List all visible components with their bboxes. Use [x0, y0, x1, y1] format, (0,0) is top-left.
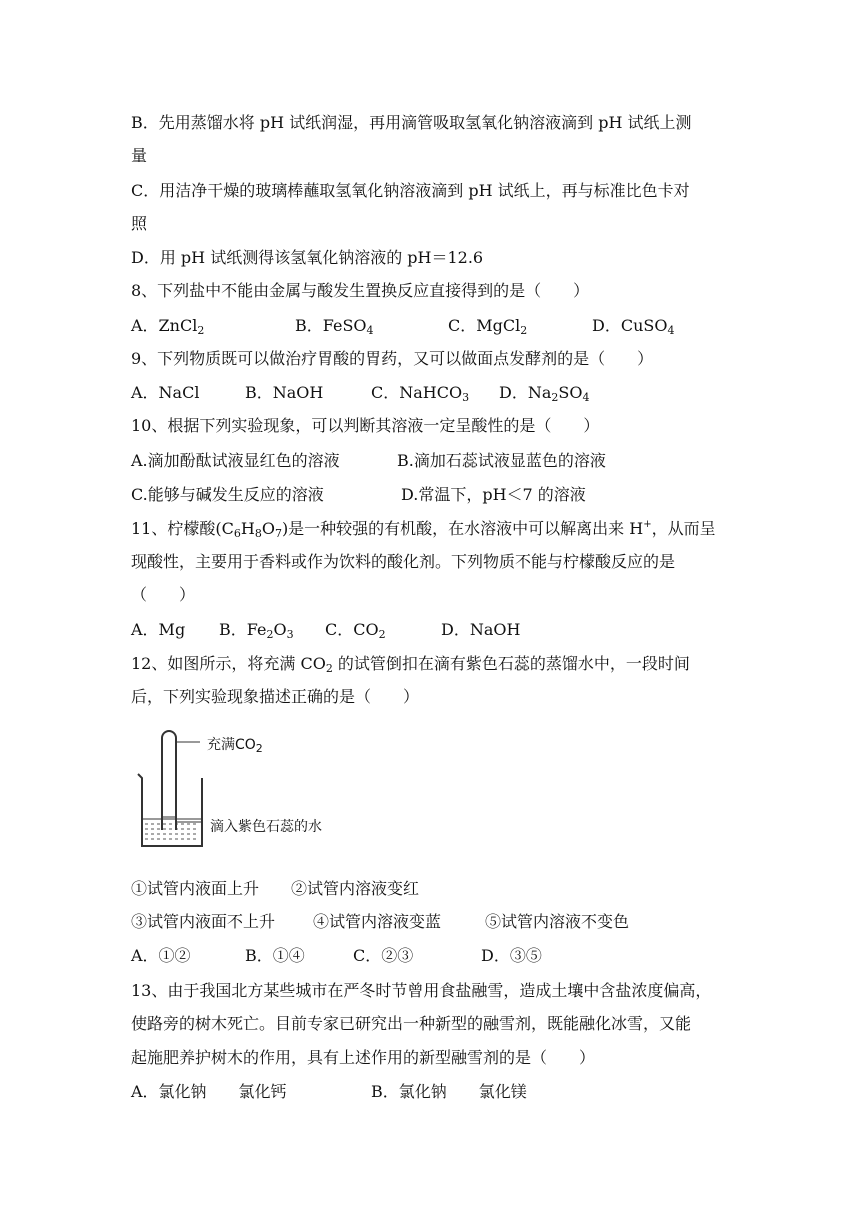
q9-option-b: B．NaOH	[245, 383, 324, 402]
q8-option-c: C．MgCl$_2$	[448, 316, 528, 337]
q12-statement-2: ②试管内溶液变红	[291, 879, 420, 898]
q11-stem-line2: 现酸性，主要用于香料或作为饮料的酸化剂。下列物质不能与柠檬酸反应的是	[131, 552, 676, 571]
q10-option-b: B.滴加石蕊试液显蓝色的溶液	[397, 451, 606, 470]
q12-option-c: C．②③	[353, 946, 414, 965]
q11-stem-line3: （ ）	[131, 585, 196, 604]
q11-stem-line1: 11、柠檬酸$(C_6H_8O_7)$是一种较强的有机酸，在水溶液中可以解离出来 H+，从而呈	[131, 519, 716, 540]
q8-option-b: B．FeSO$_4$	[295, 316, 374, 337]
q13-stem-line3: 起施肥养护树木的作用，具有上述作用的新型融雪剂的是（ ）	[131, 1048, 596, 1067]
q9-option-a: A．NaCl	[131, 383, 200, 402]
q8-option-d: D．CuSO$_4$	[592, 316, 675, 337]
q12-statement-1: ①试管内液面上升	[131, 879, 260, 898]
q11-option-c: C．$CO_2$	[325, 620, 386, 641]
q8-option-a: A．ZnCl$_2$	[131, 316, 205, 337]
q10-option-c: C.能够与碱发生反应的溶液	[131, 485, 324, 504]
q12-statement-3: ③试管内液面不上升	[131, 912, 276, 931]
q7-option-c-line1: C．用洁净干燥的玻璃棒蘸取氢氧化钠溶液滴到 pH 试纸上，再与标准比色卡对	[131, 181, 690, 200]
q12-option-a: A．①②	[131, 946, 191, 965]
q11-option-a: A．Mg	[131, 620, 186, 639]
q10-option-d: D.常温下，pH＜7 的溶液	[401, 485, 586, 504]
q12-stem-line1: 12、如图所示，将充满 $CO_2$ 的试管倒扣在滴有紫色石蕊的蒸馏水中，一段时间	[131, 654, 690, 675]
q12-option-b: B．①④	[245, 946, 305, 965]
q12-statement-4: ④试管内溶液变蓝	[313, 912, 442, 931]
q12-statement-5: ⑤试管内溶液不变色	[485, 912, 630, 931]
q11-option-d: D．NaOH	[441, 620, 521, 639]
q7-option-c-line2: 照	[131, 214, 148, 233]
q13-option-a: A．氯化钠 氯化钙	[131, 1082, 287, 1101]
test-tube-outline	[162, 731, 176, 830]
beaker-outline	[138, 774, 202, 846]
q9-option-d: D．$Na_2SO_4$	[499, 383, 590, 404]
q7-option-b-line1: B．先用蒸馏水将 pH 试纸润湿，再用滴管吸取氢氧化钠溶液滴到 pH 试纸上测	[131, 113, 692, 132]
water-hatching	[145, 824, 199, 839]
q7-option-d: D．用 pH 试纸测得该氢氧化钠溶液的 pH＝12.6	[131, 248, 484, 267]
q13-stem-line2: 使路旁的树木死亡。目前专家已研究出一种新型的融雪剂，既能融化冰雪，又能	[131, 1014, 692, 1033]
q12-stem-line2: 后，下列实验现象描述正确的是（ ）	[131, 687, 420, 706]
q9-option-c: C．NaHCO$_3$	[371, 383, 470, 404]
q10-option-a: A.滴加酚酞试液显红色的溶液	[131, 451, 340, 470]
q13-stem-line1: 13、由于我国北方某些城市在严冬时节曾用食盐融雪，造成土壤中含盐浓度偏高，	[131, 981, 712, 1000]
q11-option-b: B．$Fe_2O_3$	[219, 620, 294, 641]
co2-test-tube-figure	[132, 724, 372, 858]
q13-option-b: B．氯化钠 氯化镁	[371, 1082, 527, 1101]
figure-label-top: 充满$CO_2$	[207, 737, 263, 755]
q8-stem: 8、下列盐中不能由金属与酸发生置换反应直接得到的是（ ）	[131, 281, 590, 300]
q7-option-b-line2: 量	[131, 146, 148, 165]
q9-stem: 9、下列物质既可以做治疗胃酸的胃药，又可以做面点发酵剂的是（ ）	[131, 349, 654, 368]
figure-label-bottom: 滴入紫色石蕊的水	[210, 819, 322, 835]
q10-stem: 10、根据下列实验现象，可以判断其溶液一定呈酸性的是（ ）	[131, 416, 600, 435]
q12-option-d: D．③⑤	[481, 946, 542, 965]
